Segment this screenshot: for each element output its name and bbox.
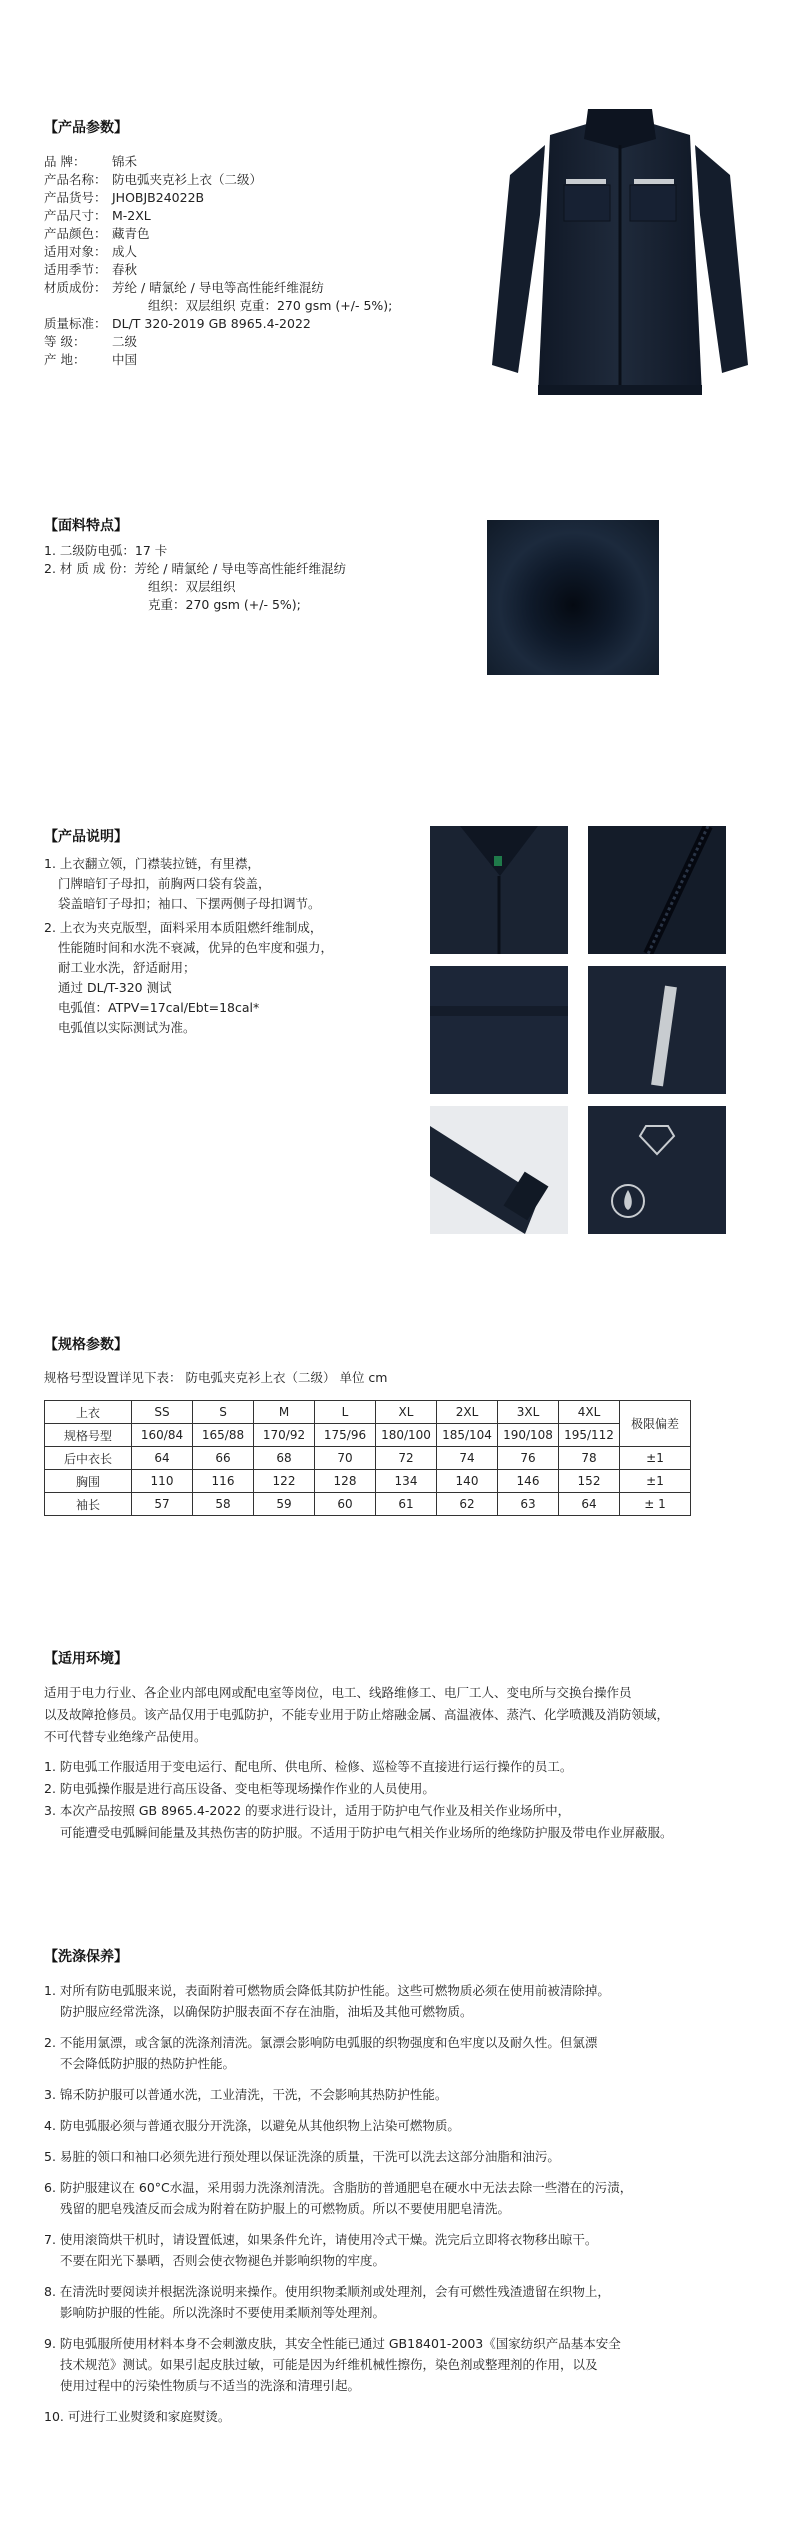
table-cell: 180/100 <box>376 1424 437 1447</box>
table-cell: 61 <box>376 1493 437 1516</box>
table-cell: 59 <box>254 1493 315 1516</box>
table-cell: 146 <box>498 1470 559 1493</box>
wash-item: 8. 在清洗时要阅读并根据洗涤说明来操作。使用织物柔顺剂或处理剂，会有可燃性残渣遗留在织物上， 影响防护服的性能。所以洗涤时不要使用柔顺剂等处理剂。 <box>44 2284 610 2320</box>
badge-icon <box>494 856 502 866</box>
table-row <box>45 1470 691 1493</box>
param-row: 适用对象： 成人 <box>44 244 138 259</box>
table-header-cell: 规格号型 <box>45 1424 132 1447</box>
table-cell: 152 <box>559 1470 620 1493</box>
desc-line: 通过 DL/T-320 测试 <box>58 980 172 995</box>
table-cell: 72 <box>376 1447 437 1470</box>
param-row: 等 级： 二级 <box>44 334 138 349</box>
desc-list <box>44 854 333 1038</box>
env-item: 可能遭受电弧瞬间能量及其热伤害的防护服。不适用于防护电气相关作业场所的绝缘防护服及带电作业屏蔽服。 <box>60 1825 673 1840</box>
table-cell: 袖长 <box>45 1493 132 1516</box>
env-item: 3. 本次产品按照 GB 8965.4-2022 的要求进行设计，适用于防护电气作业及相关作业场所中， <box>44 1803 571 1818</box>
table-cell: 134 <box>376 1470 437 1493</box>
table-row <box>45 1493 691 1516</box>
params-title: 【产品参数】 <box>44 120 128 136</box>
table-cell: 116 <box>193 1470 254 1493</box>
table-cell: 57 <box>132 1493 193 1516</box>
table-header-cell: M <box>254 1401 315 1424</box>
spec-title: 【规格参数】 <box>44 1337 128 1353</box>
table-header-cell: 极限偏差 <box>620 1401 691 1447</box>
table-cell: 190/108 <box>498 1424 559 1447</box>
wash-item: 9. 防电弧服所使用材料本身不会刺激皮肤，其安全性能已通过 GB18401-2003《国家纺织产品基本安全 技术规范》测试。如果引起皮肤过敏，可能是因为纤维机械性擦伤，染色剂或整理剂的作用，以及 使用过程中的污染性物质与不适当的洗涤和清理引起。 <box>44 2336 621 2393</box>
logo-detail-photo <box>588 1106 726 1234</box>
table-header-cell: L <box>315 1401 376 1424</box>
table-cell: 165/88 <box>193 1424 254 1447</box>
fabric-list <box>44 542 346 614</box>
wash-item: 6. 防护服建议在 60°C水温，采用弱力洗涤剂清洗。含脂肪的普通肥皂在硬水中无法去除一些潜在的污渍， 残留的肥皂残渣反而会成为附着在防护服上的可燃物质。所以不要使用肥皂清洗。 <box>44 2180 633 2216</box>
wash-list <box>44 1980 632 2437</box>
table-header-cell: S <box>193 1401 254 1424</box>
table-cell: 66 <box>193 1447 254 1470</box>
table-cell: 70 <box>315 1447 376 1470</box>
table-cell: 60 <box>315 1493 376 1516</box>
wash-item: 3. 锦禾防护服可以普通水洗，工业清洗，干洗，不会影响其热防护性能。 <box>44 2087 448 2102</box>
table-cell: 195/112 <box>559 1424 620 1447</box>
table-cell: 78 <box>559 1447 620 1470</box>
table-row <box>45 1401 691 1424</box>
wash-title: 【洗涤保养】 <box>44 1949 128 1965</box>
param-row: 产品颜色： 藏青色 <box>44 226 150 241</box>
wash-item: 2. 不能用氯漂，或含氯的洗涤剂清洗。氯漂会影响防电弧服的织物强度和色牢度以及耐久性。但氯漂 不会降低防护服的热防护性能。 <box>44 2035 598 2071</box>
table-cell: 58 <box>193 1493 254 1516</box>
fabric-line: 2. 材 质 成 份：芳纶 / 晴氯纶 / 导电等高性能纤维混纺 <box>44 561 347 576</box>
table-header-cell: XL <box>376 1401 437 1424</box>
table-cell: 160/84 <box>132 1424 193 1447</box>
table-cell: 140 <box>437 1470 498 1493</box>
cuff-detail-photo <box>430 1106 568 1234</box>
spec-intro: 规格号型设置详见下表： 防电弧夹克衫上衣（二级） 单位 cm <box>44 1370 388 1385</box>
table-cell: ±1 <box>620 1470 691 1493</box>
wash-item: 4. 防电弧服必须与普通衣服分开洗涤，以避免从其他织物上沾染可燃物质。 <box>44 2118 460 2133</box>
table-header-cell: 3XL <box>498 1401 559 1424</box>
desc-line: 性能随时间和水洗不衰减，优异的色牢度和强力， <box>58 940 334 955</box>
table-cell: 185/104 <box>437 1424 498 1447</box>
wash-item: 10. 可进行工业熨烫和家庭熨烫。 <box>44 2409 231 2424</box>
table-cell: 胸围 <box>45 1470 132 1493</box>
table-header-cell: 2XL <box>437 1401 498 1424</box>
table-cell: 175/96 <box>315 1424 376 1447</box>
table-row <box>45 1447 691 1470</box>
param-row: 产品名称： 防电弧夹克衫上衣（二级） <box>44 172 263 187</box>
param-row: 产品货号： JHOBJB24022B <box>44 190 205 205</box>
table-header-cell: SS <box>132 1401 193 1424</box>
wash-item: 5. 易脏的领口和袖口必须先进行预处理以保证洗涤的质量，干洗可以洗去这部分油脂和油污。 <box>44 2149 560 2164</box>
table-cell: 76 <box>498 1447 559 1470</box>
param-row: 质量标准： DL/T 320-2019 GB 8965.4-2022 <box>44 316 311 331</box>
fabric-line: 组织：双层组织 <box>148 579 236 594</box>
desc-line: 电弧值：ATPV=17cal/Ebt=18cal* <box>58 1000 260 1015</box>
desc-line: 袋盖暗钉子母扣；袖口、下摆两侧子母扣调节。 <box>58 896 321 911</box>
params-list <box>44 153 392 369</box>
table-cell: 110 <box>132 1470 193 1493</box>
wash-item: 7. 使用滚筒烘干机时，请设置低速，如果条件允许，请使用冷式干燥。洗完后立即将衣物移出晾干。 不要在阳光下暴晒，否则会使衣物褪色并影响织物的牢度。 <box>44 2232 598 2268</box>
env-intro: 适用于电力行业、各企业内部电网或配电室等岗位，电工、线路维修工、电厂工人、变电所与交换台操作员 以及故障抢修员。该产品仅用于电弧防护，不能专业用于防止熔融金属、高温液体、蒸汽、化学喷溅及消防领域， 不可代替专业绝缘产品使用。 1. 防电弧工作服适用于变电运行、配电所、供电所、检修、巡检等不直接进行运行操作的员工。 2. 防电弧操作服是进行高压设备、变电柜等现场操作作业的人员使用。 3. 本次产品按照 GB 8965.4-2022 的要求进行设计，适用于防护电气作业及相关作业场所中， 可能遭受电弧瞬间能量及其热伤害的防护服。不适用于防护电气相关作业场所的绝缘防护服及带电作业屏蔽服。 <box>44 1682 673 1844</box>
param-row: 材质成份： 芳纶 / 晴氯纶 / 导电等高性能纤维混纺 <box>44 280 324 295</box>
reflective-strip-photo <box>588 966 726 1094</box>
table-cell: 64 <box>559 1493 620 1516</box>
table-cell: 68 <box>254 1447 315 1470</box>
desc-line: 耐工业水洗，舒适耐用； <box>58 960 196 975</box>
table-cell: 62 <box>437 1493 498 1516</box>
table-cell: ±1 <box>620 1447 691 1470</box>
size-table <box>44 1400 691 1516</box>
table-header-cell: 4XL <box>559 1401 620 1424</box>
collar-detail-photo <box>430 826 568 954</box>
desc-line: 2. 上衣为夹克版型，面料采用本质阻燃纤维制成， <box>44 920 323 935</box>
table-row <box>45 1424 691 1447</box>
wash-item: 1. 对所有防电弧服来说，表面附着可燃物质会降低其防护性能。这些可燃物质必须在使用前被清除掉。 防护服应经常洗涤，以确保防护服表面不存在油脂，油垢及其他可燃物质。 <box>44 1983 610 2019</box>
table-cell: ± 1 <box>620 1493 691 1516</box>
fabric-swatch-photo <box>487 520 659 675</box>
table-cell: 64 <box>132 1447 193 1470</box>
env-title: 【适用环境】 <box>44 1651 128 1667</box>
desc-line: 门牌暗钉子母扣，前胸两口袋有袋盖， <box>58 876 271 891</box>
env-item: 2. 防电弧操作服是进行高压设备、变电柜等现场操作作业的人员使用。 <box>44 1781 435 1796</box>
table-cell: 63 <box>498 1493 559 1516</box>
desc-line: 1. 上衣翻立领，门襟装拉链，有里襟， <box>44 856 260 871</box>
table-cell: 122 <box>254 1470 315 1493</box>
fabric-line: 克重：270 gsm (+/- 5%); <box>148 597 301 612</box>
table-header-cell: 上衣 <box>45 1401 132 1424</box>
desc-line: 电弧值以实际测试为准。 <box>58 1020 196 1035</box>
jacket-photo <box>470 105 770 425</box>
param-row: 产 地： 中国 <box>44 352 138 367</box>
table-cell: 170/92 <box>254 1424 315 1447</box>
table-cell: 128 <box>315 1470 376 1493</box>
table-cell: 74 <box>437 1447 498 1470</box>
param-row: 品 牌： 锦禾 <box>44 154 138 169</box>
param-row: 适用季节： 春秋 <box>44 262 138 277</box>
fabric-line: 1. 二级防电弧：17 卡 <box>44 543 168 558</box>
desc-title: 【产品说明】 <box>44 829 128 845</box>
param-material-extra: 组织：双层组织 克重：270 gsm (+/- 5%); <box>148 298 393 313</box>
table-cell: 后中衣长 <box>45 1447 132 1470</box>
zipper-detail-photo <box>588 826 726 954</box>
env-item: 1. 防电弧工作服适用于变电运行、配电所、供电所、检修、巡检等不直接进行运行操作的员工。 <box>44 1759 573 1774</box>
fabric-title: 【面料特点】 <box>44 518 128 534</box>
param-row: 产品尺寸： M-2XL <box>44 208 151 223</box>
fabric-detail-photo <box>430 966 568 1094</box>
